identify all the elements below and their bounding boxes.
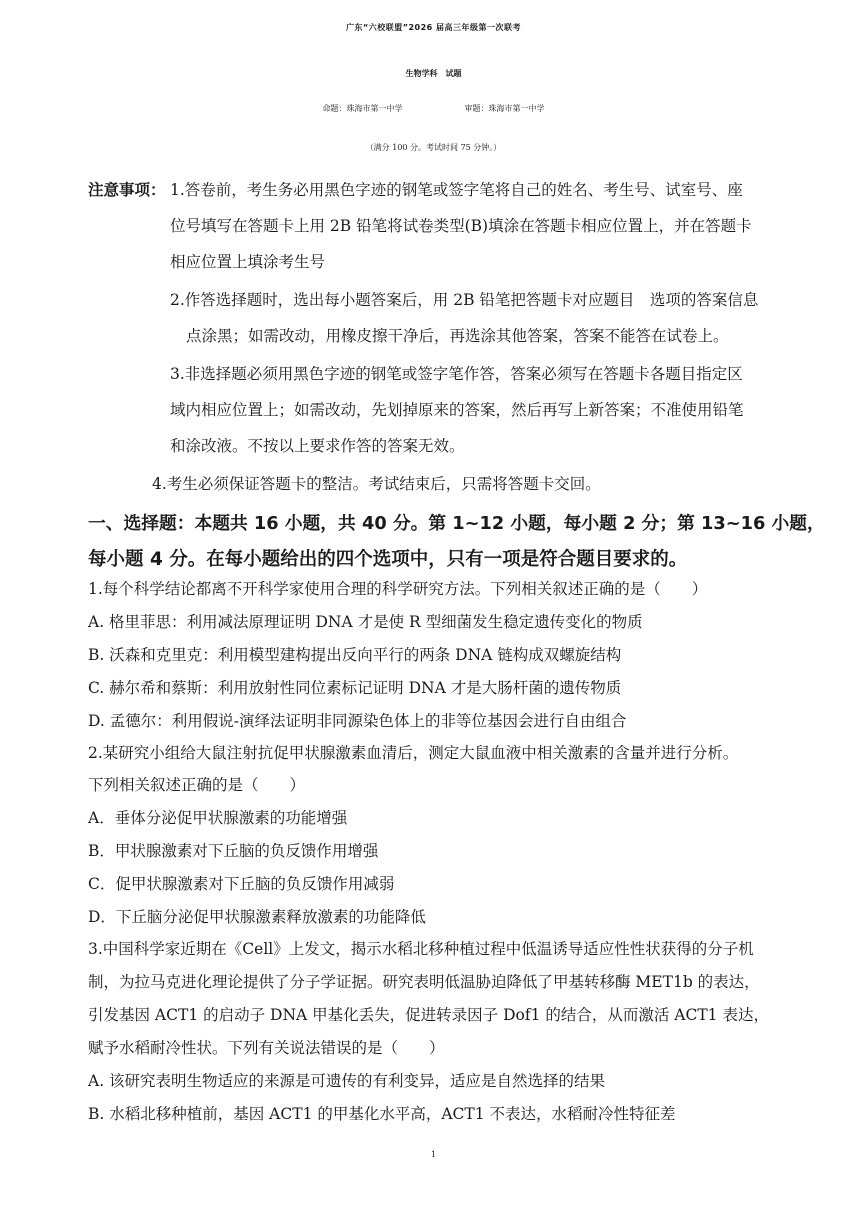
question-option: A. 格里菲思：利用减法原理证明 DNA 才是使 R 型细菌发生稳定遗传变化的物质 [88,613,643,631]
question-option: D. 孟德尔：利用假说-演绎法证明非同源染色体上的非等位基因会进行自由组合 [88,712,627,730]
question-option: D．下丘脑分泌促甲状腺激素释放激素的功能降低 [88,908,426,926]
question-stem: 制，为拉马克进化理论提供了分子学证据。研究表明低温胁迫降低了甲基转移酶 MET1b 的表达， [88,973,760,991]
question-stem: 下列相关叙述正确的是（ ） [88,776,306,794]
question-stem: 2.某研究小组给大鼠注射抗促甲状腺激素血清后，测定大鼠血液中相关激素的含量并进行分析。 [88,744,739,762]
exam-meta: （满分 100 分。考试时间 75 分钟。） [365,143,502,152]
section-heading: 一、选择题：本题共 16 小题，共 40 分。第 1~12 小题，每小题 2 分；第 13~16 小题， [88,514,825,534]
question-stem: 赋予水稻耐冷性状。下列有关说法错误的是（ ） [88,1039,445,1057]
question-option: A．垂体分泌促甲状腺激素的功能增强 [88,809,348,827]
question-option: B. 沃森和克里克：利用模型建构提出反向平行的两条 DNA 链构成双螺旋结构 [88,646,622,664]
page-number: 1 [430,1150,437,1159]
note-line: 4.考生必须保证答题卡的整洁。考试结束后，只需将答题卡交回。 [152,475,601,493]
proposer-text: 命题：珠海市第一中学 [322,104,403,113]
note-line: 相应位置上填涂考生号 [170,253,326,271]
note-line: 2.作答选择题时，选出每小题答案后，用 2B 铅笔把答题卡对应题目 选项的答案信息 [170,291,759,309]
question-option: B．甲状腺激素对下丘脑的负反馈作用增强 [88,842,379,860]
note-line: 位号填写在答题卡上用 2B 铅笔将试卷类型(B)填涂在答题卡相应位置上，并在答题卡 [170,217,752,235]
note-line: 1.答卷前，考生务必用黑色字迹的钢笔或签字笔将自己的姓名、考生号、试室号、座 [170,181,743,199]
section-heading: 每小题 4 分。在每小题给出的四个选项中，只有一项是符合题目要求的。 [88,549,688,570]
question-stem: 引发基因 ACT1 的启动子 DNA 甲基化丢失，促进转录因子 Dof1 的结合，从而激活 ACT1 表达， [88,1006,769,1024]
question-option: C．促甲状腺激素对下丘脑的负反馈作用减弱 [88,875,395,893]
note-line: 3.非选择题必须用黑色字迹的钢笔或签字笔作答，答案必须写在答题卡各题目指定区 [170,365,743,383]
notes-label: 注意事项： [88,181,166,199]
author-line [0,103,867,114]
question-stem: 1.每个科学结论都离不开科学家使用合理的科学研究方法。下列相关叙述正确的是（ ） [88,580,708,598]
question-option: A. 该研究表明生物适应的来源是可遗传的有利变异，适应是自然选择的结果 [88,1072,606,1090]
question-stem: 3.中国科学家近期在《Cell》上发文，揭示水稻北移种植过程中低温诱导适应性性状获得的分子机 [88,940,754,958]
note-line: 和涂改液。不按以上要求作答的答案无效。 [170,437,465,455]
exam-title: 广东“六校联盟”2026 届高三年级第一次联考 [345,23,522,32]
note-line: 点涂黑；如需改动，用橡皮擦干净后，再选涂其他答案，答案不能答在试卷上。 [186,327,729,345]
note-line: 域内相应位置上；如需改动，先划掉原来的答案，然后再写上新答案；不准使用铅笔 [170,401,744,419]
question-option: B. 水稻北移种植前，基因 ACT1 的甲基化水平高，ACT1 不表达，水稻耐冷性特征差 [88,1105,676,1123]
subject-title: 生物学科 试题 [405,69,462,78]
question-option: C. 赫尔希和蔡斯：利用放射性同位素标记证明 DNA 才是大肠杆菌的遗传物质 [88,679,622,697]
reviewer-text: 审题：珠海市第一中学 [464,104,545,113]
